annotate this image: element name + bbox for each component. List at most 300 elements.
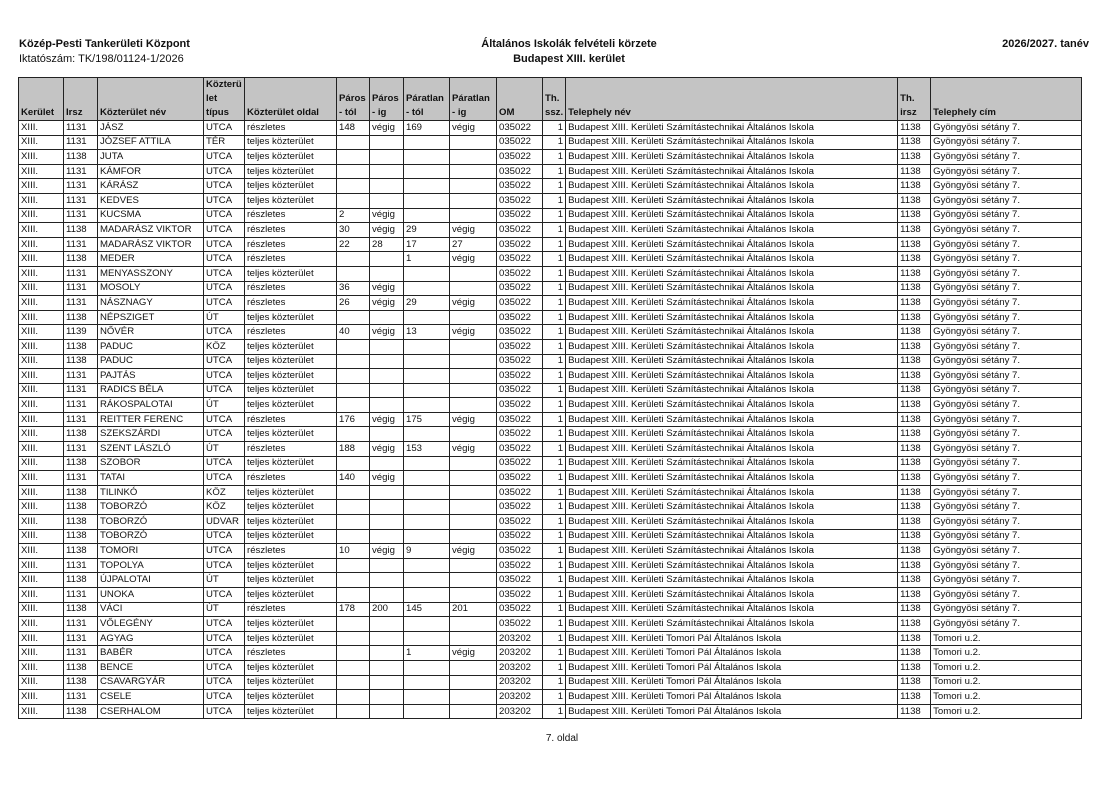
table-row — [19, 602, 1082, 617]
cell-kerulet: XIII. — [19, 383, 64, 398]
cell-oldal: teljes közterület — [245, 310, 337, 325]
table-row — [19, 529, 1082, 544]
cell-oldal: teljes közterület — [245, 398, 337, 413]
cell-nev: SZENT LÁSZLÓ — [98, 442, 204, 457]
cell-telephely-nev: Budapest XIII. Kerületi Számítástechnikai Általános Iskola — [566, 471, 898, 486]
cell-kerulet: XIII. — [19, 193, 64, 208]
cell-paratlan-tol — [404, 617, 450, 632]
cell-paros-tol — [337, 164, 370, 179]
cell-paratlan-tol — [404, 704, 450, 719]
cell-paros-ig — [370, 354, 404, 369]
cell-kerulet: XIII. — [19, 544, 64, 559]
cell-paros-tol — [337, 660, 370, 675]
cell-tipus: UTCA — [204, 369, 245, 384]
cell-irsz: 1131 — [64, 237, 98, 252]
cell-paros-tol — [337, 646, 370, 661]
cell-paratlan-ig — [450, 558, 497, 573]
cell-paros-ig — [370, 485, 404, 500]
cell-telephely-cim: Gyöngyösi sétány 7. — [931, 121, 1082, 136]
cell-th-ssz: 1 — [543, 208, 566, 223]
cell-telephely-nev: Budapest XIII. Kerületi Tomori Pál Általános Iskola — [566, 690, 898, 705]
cell-irsz: 1131 — [64, 690, 98, 705]
cell-tipus: UDVAR — [204, 515, 245, 530]
cell-tipus: UTCA — [204, 471, 245, 486]
cell-telephely-nev: Budapest XIII. Kerületi Számítástechnikai Általános Iskola — [566, 369, 898, 384]
cell-paros-tol — [337, 456, 370, 471]
cell-tipus: UTCA — [204, 121, 245, 136]
cell-paros-ig — [370, 252, 404, 267]
cell-irsz: 1131 — [64, 631, 98, 646]
cell-th-ssz: 1 — [543, 427, 566, 442]
cell-paratlan-ig: végig — [450, 412, 497, 427]
cell-tipus: ÚT — [204, 442, 245, 457]
cell-tipus: UTCA — [204, 544, 245, 559]
cell-telephely-nev: Budapest XIII. Kerületi Számítástechnikai Általános Iskola — [566, 398, 898, 413]
cell-th-irsz: 1138 — [898, 471, 931, 486]
cell-paratlan-tol — [404, 485, 450, 500]
cell-th-irsz: 1138 — [898, 485, 931, 500]
column-header-om: OM — [497, 78, 543, 121]
school-year: 2026/2027. tanév — [1002, 38, 1089, 50]
cell-tipus: UTCA — [204, 237, 245, 252]
cell-paros-tol — [337, 354, 370, 369]
cell-kerulet: XIII. — [19, 208, 64, 223]
cell-nev: PADUC — [98, 339, 204, 354]
cell-paros-tol: 26 — [337, 296, 370, 311]
cell-telephely-cim: Gyöngyösi sétány 7. — [931, 383, 1082, 398]
cell-nev: MEDER — [98, 252, 204, 267]
cell-paros-ig — [370, 310, 404, 325]
table-row — [19, 690, 1082, 705]
cell-paratlan-tol — [404, 573, 450, 588]
table-row — [19, 193, 1082, 208]
cell-om: 035022 — [497, 150, 543, 165]
cell-paratlan-ig — [450, 150, 497, 165]
cell-paros-ig: végig — [370, 325, 404, 340]
cell-om: 035022 — [497, 252, 543, 267]
cell-paros-tol: 30 — [337, 223, 370, 238]
cell-th-ssz: 1 — [543, 369, 566, 384]
cell-paratlan-tol: 1 — [404, 646, 450, 661]
cell-tipus: UTCA — [204, 150, 245, 165]
cell-oldal: részletes — [245, 223, 337, 238]
cell-kerulet: XIII. — [19, 310, 64, 325]
cell-nev: SZEKSZÁRDI — [98, 427, 204, 442]
cell-om: 203202 — [497, 704, 543, 719]
cell-paros-tol — [337, 135, 370, 150]
cell-paratlan-ig — [450, 471, 497, 486]
cell-th-irsz: 1138 — [898, 310, 931, 325]
cell-th-ssz: 1 — [543, 588, 566, 603]
cell-tipus: UTCA — [204, 660, 245, 675]
cell-telephely-nev: Budapest XIII. Kerületi Számítástechnikai Általános Iskola — [566, 456, 898, 471]
cell-irsz: 1131 — [64, 369, 98, 384]
cell-telephely-cim: Gyöngyösi sétány 7. — [931, 354, 1082, 369]
cell-om: 203202 — [497, 675, 543, 690]
cell-telephely-nev: Budapest XIII. Kerületi Számítástechnikai Általános Iskola — [566, 427, 898, 442]
cell-paros-ig — [370, 456, 404, 471]
table-header-row — [19, 78, 1082, 121]
cell-paratlan-ig — [450, 398, 497, 413]
cell-oldal: részletes — [245, 442, 337, 457]
cell-nev: TATAI — [98, 471, 204, 486]
cell-nev: KÁRÁSZ — [98, 179, 204, 194]
table-row — [19, 456, 1082, 471]
cell-th-irsz: 1138 — [898, 296, 931, 311]
cell-paros-tol — [337, 369, 370, 384]
cell-th-irsz: 1138 — [898, 617, 931, 632]
cell-paratlan-ig: végig — [450, 442, 497, 457]
cell-irsz: 1131 — [64, 135, 98, 150]
cell-th-irsz: 1138 — [898, 266, 931, 281]
cell-kerulet: XIII. — [19, 252, 64, 267]
cell-oldal: részletes — [245, 281, 337, 296]
cell-irsz: 1138 — [64, 310, 98, 325]
cell-kerulet: XIII. — [19, 690, 64, 705]
cell-paros-ig — [370, 339, 404, 354]
cell-kerulet: XIII. — [19, 617, 64, 632]
cell-om: 035022 — [497, 223, 543, 238]
cell-paratlan-tol — [404, 529, 450, 544]
cell-tipus: UTCA — [204, 588, 245, 603]
column-header-irsz: Irsz — [64, 78, 98, 121]
cell-paros-tol — [337, 500, 370, 515]
table-row — [19, 164, 1082, 179]
cell-telephely-nev: Budapest XIII. Kerületi Számítástechnikai Általános Iskola — [566, 296, 898, 311]
cell-paros-tol — [337, 617, 370, 632]
cell-tipus: KÖZ — [204, 339, 245, 354]
cell-paratlan-tol: 9 — [404, 544, 450, 559]
cell-paratlan-ig — [450, 179, 497, 194]
cell-paros-ig — [370, 675, 404, 690]
cell-paratlan-tol — [404, 164, 450, 179]
cell-paros-ig: végig — [370, 442, 404, 457]
cell-kerulet: XIII. — [19, 296, 64, 311]
cell-paratlan-ig — [450, 354, 497, 369]
cell-kerulet: XIII. — [19, 164, 64, 179]
cell-th-ssz: 1 — [543, 485, 566, 500]
cell-kerulet: XIII. — [19, 500, 64, 515]
cell-tipus: ÚT — [204, 573, 245, 588]
cell-paratlan-tol — [404, 150, 450, 165]
cell-oldal: részletes — [245, 602, 337, 617]
cell-telephely-cim: Gyöngyösi sétány 7. — [931, 456, 1082, 471]
table-row — [19, 266, 1082, 281]
table-row — [19, 296, 1082, 311]
cell-telephely-nev: Budapest XIII. Kerületi Számítástechnikai Általános Iskola — [566, 383, 898, 398]
cell-telephely-nev: Budapest XIII. Kerületi Számítástechnikai Általános Iskola — [566, 529, 898, 544]
cell-kerulet: XIII. — [19, 471, 64, 486]
cell-oldal: teljes közterület — [245, 339, 337, 354]
cell-paros-tol: 10 — [337, 544, 370, 559]
cell-th-irsz: 1138 — [898, 515, 931, 530]
cell-kerulet: XIII. — [19, 602, 64, 617]
cell-kerulet: XIII. — [19, 675, 64, 690]
cell-telephely-nev: Budapest XIII. Kerületi Számítástechnikai Általános Iskola — [566, 617, 898, 632]
cell-telephely-nev: Budapest XIII. Kerületi Számítástechnikai Általános Iskola — [566, 485, 898, 500]
cell-irsz: 1131 — [64, 412, 98, 427]
cell-kerulet: XIII. — [19, 631, 64, 646]
cell-paratlan-ig — [450, 660, 497, 675]
cell-irsz: 1138 — [64, 456, 98, 471]
page-number: 7. oldal — [545, 733, 579, 744]
table-row — [19, 660, 1082, 675]
cell-th-irsz: 1138 — [898, 179, 931, 194]
cell-telephely-cim: Gyöngyösi sétány 7. — [931, 412, 1082, 427]
cell-nev: JÁSZ — [98, 121, 204, 136]
cell-kerulet: XIII. — [19, 704, 64, 719]
cell-th-ssz: 1 — [543, 500, 566, 515]
table-row — [19, 485, 1082, 500]
cell-telephely-cim: Gyöngyösi sétány 7. — [931, 485, 1082, 500]
cell-kerulet: XIII. — [19, 135, 64, 150]
cell-telephely-nev: Budapest XIII. Kerületi Számítástechnikai Általános Iskola — [566, 179, 898, 194]
cell-irsz: 1131 — [64, 558, 98, 573]
cell-tipus: UTCA — [204, 325, 245, 340]
cell-paros-tol: 36 — [337, 281, 370, 296]
cell-irsz: 1138 — [64, 660, 98, 675]
cell-paratlan-ig — [450, 500, 497, 515]
table-row — [19, 427, 1082, 442]
cell-oldal: teljes közterület — [245, 660, 337, 675]
cell-paratlan-tol — [404, 588, 450, 603]
cell-oldal: teljes közterület — [245, 383, 337, 398]
cell-oldal: részletes — [245, 208, 337, 223]
cell-telephely-cim: Gyöngyösi sétány 7. — [931, 135, 1082, 150]
cell-om: 035022 — [497, 237, 543, 252]
cell-telephely-nev: Budapest XIII. Kerületi Tomori Pál Általános Iskola — [566, 704, 898, 719]
cell-telephely-nev: Budapest XIII. Kerületi Számítástechnikai Általános Iskola — [566, 558, 898, 573]
cell-paros-tol: 178 — [337, 602, 370, 617]
cell-paratlan-ig — [450, 675, 497, 690]
cell-paratlan-tol: 29 — [404, 223, 450, 238]
cell-paros-ig — [370, 179, 404, 194]
table-row — [19, 471, 1082, 486]
cell-nev: TOBORZÓ — [98, 515, 204, 530]
cell-telephely-nev: Budapest XIII. Kerületi Számítástechnikai Általános Iskola — [566, 193, 898, 208]
cell-telephely-nev: Budapest XIII. Kerületi Számítástechnikai Általános Iskola — [566, 121, 898, 136]
table-row — [19, 237, 1082, 252]
cell-th-ssz: 1 — [543, 325, 566, 340]
cell-telephely-cim: Gyöngyösi sétány 7. — [931, 150, 1082, 165]
cell-tipus: UTCA — [204, 223, 245, 238]
cell-irsz: 1131 — [64, 383, 98, 398]
cell-kerulet: XIII. — [19, 588, 64, 603]
cell-th-ssz: 1 — [543, 471, 566, 486]
column-header-th-irsz: Th. irsz — [898, 78, 931, 121]
cell-paratlan-ig — [450, 704, 497, 719]
cell-th-ssz: 1 — [543, 398, 566, 413]
cell-kerulet: XIII. — [19, 573, 64, 588]
cell-th-irsz: 1138 — [898, 704, 931, 719]
column-header-kerulet: Kerület — [19, 78, 64, 121]
cell-th-ssz: 1 — [543, 310, 566, 325]
table-row — [19, 544, 1082, 559]
cell-tipus: UTCA — [204, 252, 245, 267]
cell-kerulet: XIII. — [19, 354, 64, 369]
cell-th-irsz: 1138 — [898, 339, 931, 354]
cell-nev: BABÉR — [98, 646, 204, 661]
table-row — [19, 223, 1082, 238]
cell-tipus: UTCA — [204, 427, 245, 442]
table-row — [19, 354, 1082, 369]
cell-telephely-nev: Budapest XIII. Kerületi Számítástechnikai Általános Iskola — [566, 150, 898, 165]
cell-telephely-nev: Budapest XIII. Kerületi Tomori Pál Általános Iskola — [566, 631, 898, 646]
cell-om: 035022 — [497, 602, 543, 617]
cell-kerulet: XIII. — [19, 223, 64, 238]
cell-om: 035022 — [497, 325, 543, 340]
table-row — [19, 252, 1082, 267]
cell-telephely-cim: Gyöngyösi sétány 7. — [931, 208, 1082, 223]
cell-om: 035022 — [497, 369, 543, 384]
cell-paratlan-tol: 175 — [404, 412, 450, 427]
cell-paros-tol — [337, 339, 370, 354]
table-row — [19, 150, 1082, 165]
cell-th-ssz: 1 — [543, 631, 566, 646]
cell-oldal: teljes közterület — [245, 631, 337, 646]
cell-telephely-cim: Gyöngyösi sétány 7. — [931, 296, 1082, 311]
cell-paratlan-tol — [404, 500, 450, 515]
cell-om: 035022 — [497, 500, 543, 515]
table-row — [19, 515, 1082, 530]
column-header-telephely-nev: Telephely név — [566, 78, 898, 121]
cell-th-irsz: 1138 — [898, 121, 931, 136]
cell-telephely-cim: Tomori u.2. — [931, 675, 1082, 690]
cell-telephely-cim: Gyöngyösi sétány 7. — [931, 573, 1082, 588]
cell-paros-tol: 148 — [337, 121, 370, 136]
cell-paros-ig: végig — [370, 223, 404, 238]
cell-om: 035022 — [497, 339, 543, 354]
cell-tipus: UTCA — [204, 646, 245, 661]
cell-tipus: KÖZ — [204, 485, 245, 500]
cell-paros-ig: végig — [370, 281, 404, 296]
cell-th-irsz: 1138 — [898, 631, 931, 646]
cell-om: 035022 — [497, 427, 543, 442]
cell-oldal: részletes — [245, 412, 337, 427]
cell-paratlan-ig — [450, 529, 497, 544]
cell-th-ssz: 1 — [543, 296, 566, 311]
cell-paros-ig — [370, 369, 404, 384]
cell-th-ssz: 1 — [543, 529, 566, 544]
cell-paratlan-tol — [404, 690, 450, 705]
cell-paros-ig — [370, 150, 404, 165]
cell-tipus: KÖZ — [204, 500, 245, 515]
cell-telephely-cim: Gyöngyösi sétány 7. — [931, 558, 1082, 573]
cell-nev: CSELE — [98, 690, 204, 705]
cell-irsz: 1131 — [64, 646, 98, 661]
cell-irsz: 1138 — [64, 339, 98, 354]
cell-paratlan-tol: 1 — [404, 252, 450, 267]
cell-paratlan-ig: végig — [450, 296, 497, 311]
cell-om: 035022 — [497, 485, 543, 500]
cell-paros-tol: 22 — [337, 237, 370, 252]
cell-nev: NŐVÉR — [98, 325, 204, 340]
cell-oldal: részletes — [245, 252, 337, 267]
cell-nev: VŐLEGÉNY — [98, 617, 204, 632]
cell-paros-tol — [337, 179, 370, 194]
cell-oldal: részletes — [245, 471, 337, 486]
cell-paratlan-ig — [450, 208, 497, 223]
cell-th-irsz: 1138 — [898, 500, 931, 515]
cell-telephely-nev: Budapest XIII. Kerületi Számítástechnikai Általános Iskola — [566, 135, 898, 150]
cell-paratlan-tol — [404, 339, 450, 354]
cell-telephely-cim: Tomori u.2. — [931, 631, 1082, 646]
cell-paratlan-tol — [404, 398, 450, 413]
cell-th-irsz: 1138 — [898, 281, 931, 296]
cell-telephely-nev: Budapest XIII. Kerületi Számítástechnikai Általános Iskola — [566, 500, 898, 515]
cell-tipus: UTCA — [204, 164, 245, 179]
cell-paratlan-tol: 169 — [404, 121, 450, 136]
cell-om: 035022 — [497, 456, 543, 471]
cell-nev: UNOKA — [98, 588, 204, 603]
cell-paros-tol — [337, 398, 370, 413]
cell-irsz: 1138 — [64, 500, 98, 515]
cell-nev: PADUC — [98, 354, 204, 369]
cell-paratlan-tol — [404, 427, 450, 442]
cell-telephely-cim: Gyöngyösi sétány 7. — [931, 442, 1082, 457]
cell-th-irsz: 1138 — [898, 383, 931, 398]
cell-paros-ig — [370, 193, 404, 208]
cell-paratlan-tol — [404, 208, 450, 223]
cell-paratlan-ig — [450, 383, 497, 398]
cell-oldal: részletes — [245, 544, 337, 559]
cell-paros-ig — [370, 500, 404, 515]
cell-oldal: teljes közterület — [245, 690, 337, 705]
cell-paratlan-ig: végig — [450, 252, 497, 267]
cell-irsz: 1131 — [64, 266, 98, 281]
table-row — [19, 208, 1082, 223]
cell-th-ssz: 1 — [543, 252, 566, 267]
cell-irsz: 1131 — [64, 442, 98, 457]
cell-telephely-cim: Gyöngyösi sétány 7. — [931, 310, 1082, 325]
cell-paros-ig — [370, 164, 404, 179]
cell-paratlan-tol — [404, 354, 450, 369]
cell-oldal: teljes közterület — [245, 675, 337, 690]
cell-th-ssz: 1 — [543, 179, 566, 194]
document-subtitle: Budapest XIII. kerület — [513, 53, 625, 65]
cell-paros-tol: 188 — [337, 442, 370, 457]
cell-telephely-nev: Budapest XIII. Kerületi Számítástechnikai Általános Iskola — [566, 266, 898, 281]
cell-om: 035022 — [497, 135, 543, 150]
cell-oldal: teljes közterület — [245, 369, 337, 384]
cell-th-ssz: 1 — [543, 266, 566, 281]
table-row — [19, 281, 1082, 296]
cell-paros-ig: végig — [370, 471, 404, 486]
table-row — [19, 500, 1082, 515]
table-row — [19, 412, 1082, 427]
cell-th-irsz: 1138 — [898, 369, 931, 384]
cell-oldal: teljes közterület — [245, 193, 337, 208]
cell-oldal: részletes — [245, 325, 337, 340]
cell-irsz: 1138 — [64, 573, 98, 588]
cell-nev: PAJTÁS — [98, 369, 204, 384]
cell-telephely-cim: Gyöngyösi sétány 7. — [931, 252, 1082, 267]
organization-name: Közép-Pesti Tankerületi Központ — [19, 38, 190, 50]
cell-paratlan-ig: végig — [450, 646, 497, 661]
cell-paratlan-ig: végig — [450, 325, 497, 340]
cell-th-irsz: 1138 — [898, 208, 931, 223]
cell-tipus: UTCA — [204, 383, 245, 398]
cell-kerulet: XIII. — [19, 558, 64, 573]
cell-paratlan-ig — [450, 135, 497, 150]
cell-paratlan-ig — [450, 281, 497, 296]
cell-th-irsz: 1138 — [898, 690, 931, 705]
cell-th-irsz: 1138 — [898, 558, 931, 573]
cell-th-ssz: 1 — [543, 281, 566, 296]
cell-paros-tol — [337, 427, 370, 442]
cell-telephely-cim: Tomori u.2. — [931, 690, 1082, 705]
cell-telephely-cim: Gyöngyösi sétány 7. — [931, 369, 1082, 384]
